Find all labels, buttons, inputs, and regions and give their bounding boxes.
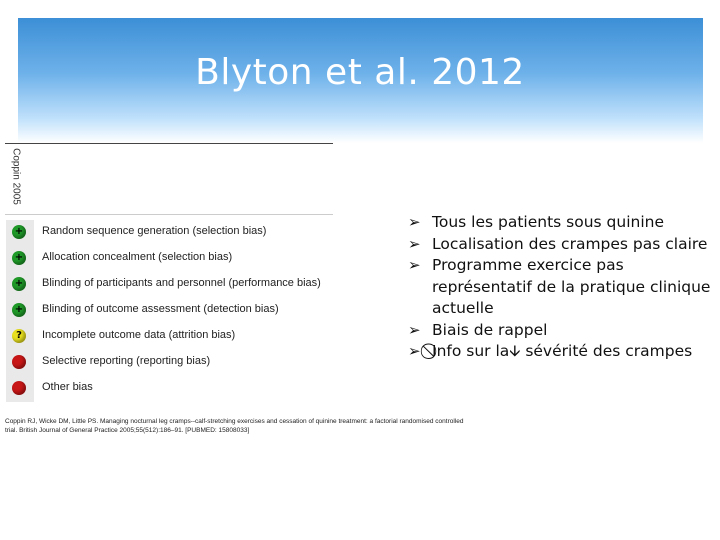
arrow-bullet-icon: ➢ — [408, 256, 421, 274]
judgement-cell — [6, 324, 34, 351]
risk-row — [5, 324, 335, 350]
risk-row-label: Random sequence generation (selection bias) — [42, 225, 267, 237]
judgement-cell — [6, 272, 34, 299]
bullet-text: ⃠Info sur la🡫 sévérité des crampes — [432, 342, 693, 360]
judgement-cell — [6, 350, 34, 377]
bullet-list — [408, 212, 716, 363]
risk-row-label: Selective reporting (reporting bias) — [42, 355, 211, 367]
judgement-high-icon — [12, 355, 26, 369]
bullet-item — [408, 341, 716, 363]
judgement-high-icon — [12, 381, 26, 395]
judgement-low-icon: + — [12, 251, 26, 265]
risk-row-label: Allocation concealment (selection bias) — [42, 251, 233, 263]
risk-row — [5, 298, 335, 324]
judgement-low-icon: + — [12, 277, 26, 291]
risk-row-label: Blinding of outcome assessment (detection bias) — [42, 303, 279, 315]
judgement-cell — [6, 376, 34, 403]
judgement-cell — [6, 220, 34, 247]
header-divider — [5, 214, 333, 215]
arrow-bullet-icon: ➢ — [408, 320, 421, 339]
arrow-bullet-icon: ➢ — [408, 234, 421, 253]
risk-row-label: Blinding of participants and personnel (performance bias) — [42, 277, 321, 289]
risk-row — [5, 350, 335, 376]
judgement-unclear-icon: ? — [12, 329, 26, 343]
risk-row — [5, 272, 335, 298]
judgement-low-icon: + — [12, 225, 26, 239]
judgement-cell — [6, 246, 34, 273]
slide-title: Blyton et al. 2012 — [195, 52, 525, 93]
bullet-text: Biais de rappel — [432, 320, 548, 339]
bullet-item — [408, 320, 716, 342]
risk-row-label: Incomplete outcome data (attrition bias) — [42, 329, 236, 341]
risk-row — [5, 246, 335, 272]
risk-row — [5, 376, 335, 402]
bullet-text: Localisation des crampes pas claire — [432, 234, 708, 253]
bullet-text: Programme exercice pas représentatif de la pratique clinique actuelle — [432, 256, 711, 317]
risk-row — [5, 220, 335, 246]
judgement-cell — [6, 298, 34, 325]
study-column-header — [5, 145, 27, 213]
judgement-low-icon: + — [12, 303, 26, 317]
study-label: Coppin 2005 — [10, 148, 22, 205]
bullet-item — [408, 212, 716, 234]
arrow-bullet-icon: ➢ — [408, 342, 421, 360]
bullet-item — [408, 255, 716, 320]
bullet-text: Tous les patients sous quinine — [432, 213, 664, 231]
bullet-item — [408, 234, 716, 256]
arrow-bullet-icon: ➢ — [408, 213, 421, 231]
reference-citation: Coppin RJ, Wicke DM, Little PS. Managing nocturnal leg cramps--calf-stretching exercises and cessation of quinine treatment: a factorial randomised controlled trial. British Journal of General Practice 2005;55(512):186–91. [PUBMED: 15808033] — [5, 418, 464, 434]
risk-row-label: Other bias — [42, 381, 93, 393]
